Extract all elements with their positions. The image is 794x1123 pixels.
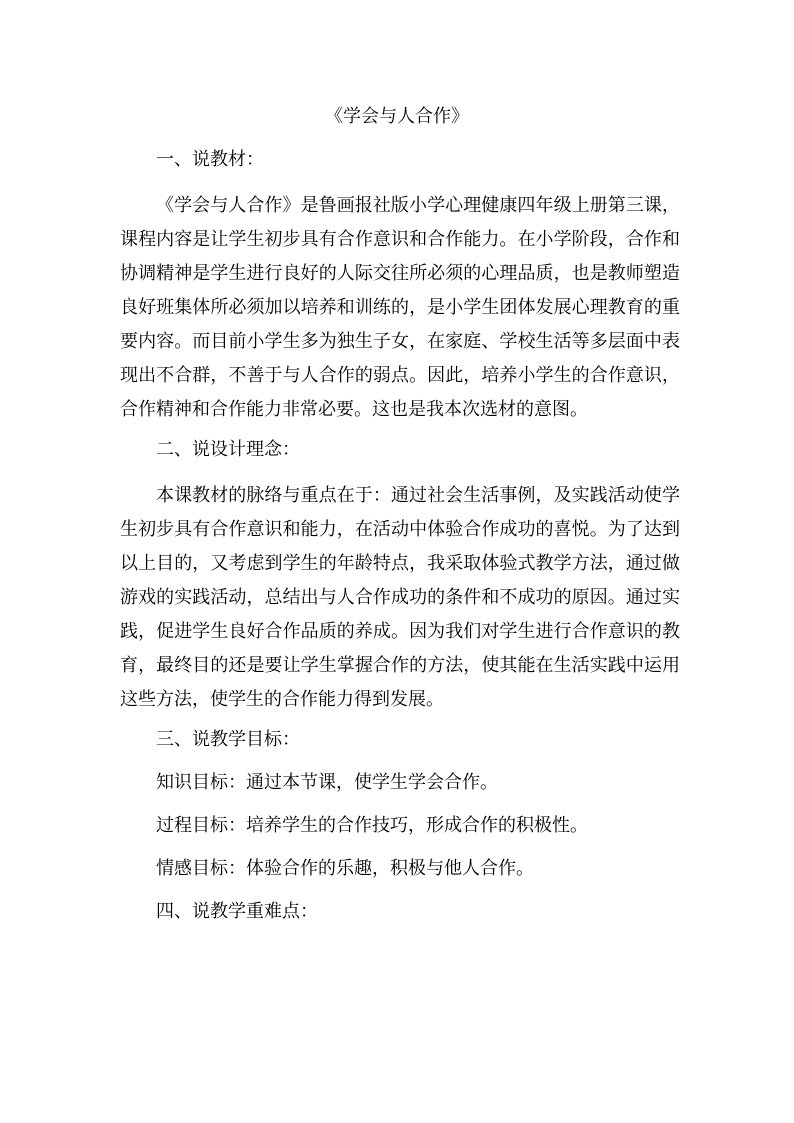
goal-emotion: 情感目标：体验合作的乐趣，积极与他人合作。 <box>156 858 534 879</box>
section-2-heading: 二、说设计理念： <box>156 439 300 460</box>
goal-process: 过程目标：培养学生的合作技巧，形成合作的积极性。 <box>156 815 588 836</box>
document-title: 《学会与人合作》 <box>325 106 469 127</box>
section-1-paragraph: 《学会与人合作》是鲁画报社版小学心理健康四年级上册第三课，课程内容是让学生初步具有合作意识和合作能力。在小学阶段，合作和协调精神是学生进行良好的人际交往所必须的心理品质，也是教师塑造良好班集体所必须加以培养和训练的，是小学生团体发展心理教育的重要内容。而目前小学生多为独生子女，在家庭、学校生活等多层面中表现出不合群，不善于与人合作的弱点。因此，培养小学生的合作意识，合作精神和合作能力非常必要。这也是我本次选材的意图。 <box>120 195 680 420</box>
section-1-heading: 一、说教材： <box>156 149 264 170</box>
goal-knowledge: 知识目标：通过本节课，使学生学会合作。 <box>156 772 498 793</box>
section-2-paragraph: 本课教材的脉络与重点在于：通过社会生活事例，及实践活动使学生初步具有合作意识和能力，在活动中体验合作成功的喜悦。为了达到以上目的，又考虑到学生的年龄特点，我采取体验式教学方法，通过做游戏的实践活动，总结出与人合作成功的条件和不成功的原因。通过实践，促进学生良好合作品质的养成。因为我们对学生进行合作意识的教育，最终目的还是要让学生掌握合作的方法，使其能在生活实践中运用这些方法，使学生的合作能力得到发展。 <box>120 485 680 710</box>
document-body <box>120 146 680 941</box>
section-3-heading: 三、说教学目标： <box>156 729 300 750</box>
section-4-heading: 四、说教学重难点： <box>156 901 318 922</box>
